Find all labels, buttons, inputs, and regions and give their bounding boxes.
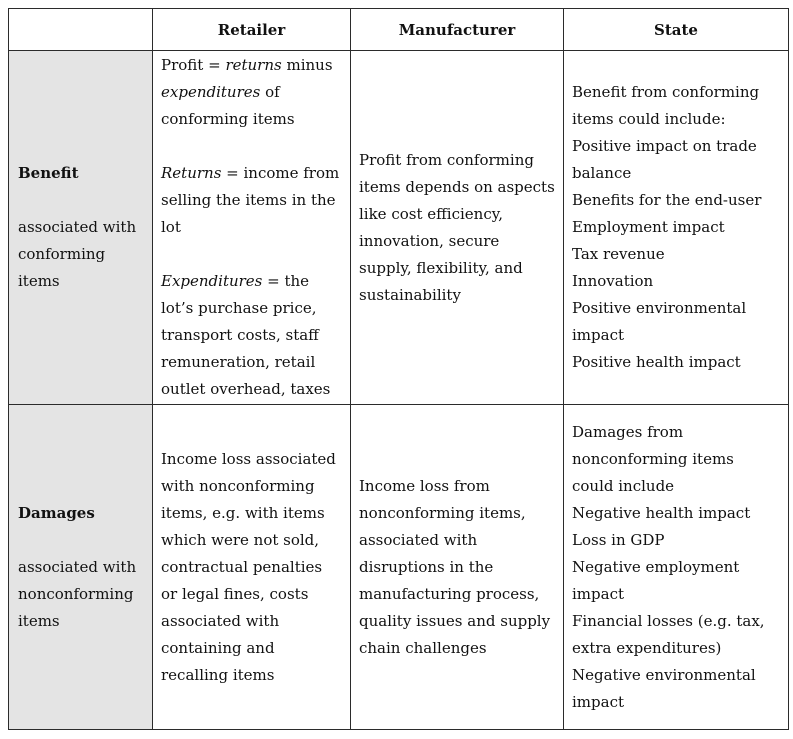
list-item: Loss in GDP bbox=[572, 530, 665, 549]
list-item: Positive environmental impact bbox=[572, 299, 747, 344]
damages-state-intro: Damages from nonconforming items could include bbox=[572, 422, 734, 495]
benefit-state-cell bbox=[564, 51, 789, 405]
damages-row-header bbox=[9, 405, 153, 730]
benefit-row-header bbox=[9, 51, 153, 405]
list-item: Positive impact on trade balance bbox=[572, 137, 757, 182]
damages-retailer-text: Income loss associated with nonconforming items, e.g. with items which were not sold, contractual penalties or legal fines, costs associated with containing and recalling items bbox=[161, 449, 336, 684]
list-item: Negative environmental impact bbox=[572, 665, 756, 711]
benefit-title: Benefit bbox=[18, 164, 79, 182]
list-item: Innovation bbox=[572, 272, 654, 290]
benefit-retailer-returns: Returns = income from selling the items in the lot bbox=[161, 164, 340, 236]
damages-row bbox=[9, 405, 789, 730]
header-retailer: Retailer bbox=[153, 9, 351, 51]
comparison-table bbox=[8, 8, 789, 730]
benefit-retailer-cell bbox=[153, 51, 351, 405]
benefit-row bbox=[9, 51, 789, 405]
damages-state-cell bbox=[564, 405, 789, 730]
benefit-manufacturer-cell bbox=[351, 51, 564, 405]
header-state: State bbox=[564, 9, 789, 51]
benefit-retailer-expenditures: Expenditures = the lot’s purchase price, transport costs, staff remuneration, retail outlet overhead, taxes bbox=[161, 272, 331, 398]
header-row bbox=[9, 9, 789, 51]
list-item: Positive health impact bbox=[572, 353, 741, 371]
damages-retailer-cell bbox=[153, 405, 351, 730]
list-item: Benefits for the end-user bbox=[572, 191, 762, 209]
benefit-retailer-profit: Profit = returns minus expenditures of conforming items bbox=[161, 56, 333, 128]
list-item: Tax revenue bbox=[572, 245, 665, 263]
list-item: Employment impact bbox=[572, 218, 725, 236]
damages-manufacturer-text: Income loss from nonconforming items, associated with disruptions in the manufacturing process, quality issues and supply chain challenges bbox=[359, 476, 551, 657]
damages-subtitle: associated with nonconforming items bbox=[18, 557, 137, 630]
benefit-manufacturer-text: Profit from conforming items depends on aspects like cost efficiency, innovation, secure supply, flexibility, and sustainability bbox=[359, 150, 555, 304]
list-item: Negative employment impact bbox=[572, 557, 740, 603]
damages-title: Damages bbox=[18, 503, 95, 522]
list-item: Financial losses (e.g. tax, extra expenditures) bbox=[572, 611, 765, 657]
corner-cell bbox=[9, 9, 153, 51]
damages-manufacturer-cell bbox=[351, 405, 564, 730]
list-item: Negative health impact bbox=[572, 503, 751, 522]
benefit-subtitle: associated with conforming items bbox=[18, 218, 137, 290]
benefit-state-intro: Benefit from conforming items could include: bbox=[572, 83, 760, 128]
header-manufacturer: Manufacturer bbox=[351, 9, 564, 51]
